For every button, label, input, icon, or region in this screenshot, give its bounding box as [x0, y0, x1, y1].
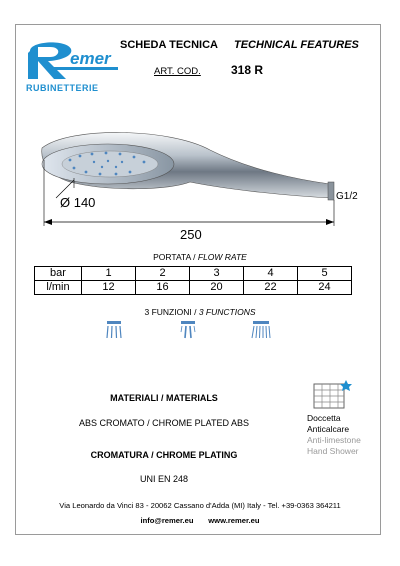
remer-logo — [26, 37, 118, 82]
title-italian: SCHEDA TECNICA — [120, 39, 218, 51]
table-cell: 12 — [82, 281, 136, 295]
badge-text — [307, 413, 377, 457]
functions-title: 3 FUNZIONI / 3 FUNCTIONS — [144, 307, 256, 317]
materials-value: ABS CROMATO / CHROME PLATED ABS — [78, 418, 250, 428]
table-cell: bar — [35, 267, 82, 281]
length-label: 250 — [180, 227, 202, 242]
table-cell: 4 — [244, 267, 298, 281]
table-cell: 5 — [298, 267, 352, 281]
table-row — [35, 267, 352, 281]
art-code-label: ART. COD. — [154, 66, 201, 77]
table-row — [35, 281, 352, 295]
brand-subtitle: RUBINETTERIE — [26, 83, 99, 93]
materials-heading: MATERIALI / MATERIALS — [110, 393, 218, 403]
footer-contacts — [0, 516, 400, 525]
badge-line: Hand Shower — [307, 446, 359, 456]
table-cell: 20 — [190, 281, 244, 295]
spray-combined-icon — [250, 320, 272, 340]
footer-email[interactable]: info@remer.eu — [140, 516, 194, 525]
spray-rain-icon — [104, 320, 124, 340]
flow-rate-table — [34, 266, 352, 295]
plating-heading: CROMATURA / CHROME PLATING — [90, 450, 238, 460]
anti-limestone-icon — [312, 378, 354, 410]
footer-address: Via Leonardo da Vinci 83 - 20062 Cassano d'Adda (MI) Italy - Tel. +39-0363 364211 — [59, 501, 341, 510]
art-code-value: 318 R — [231, 63, 264, 77]
footer-web[interactable]: www.remer.eu — [208, 516, 260, 525]
table-cell: 1 — [82, 267, 136, 281]
title-english: TECHNICAL FEATURES — [234, 39, 359, 51]
svg-text:emer: emer — [70, 49, 111, 68]
table-cell: l/min — [35, 281, 82, 295]
badge-line: Anti-limestone — [307, 435, 361, 445]
table-cell: 22 — [244, 281, 298, 295]
table-cell: 2 — [136, 267, 190, 281]
diameter-label: Ø 140 — [60, 195, 96, 210]
spray-massage-icon — [178, 320, 198, 340]
table-cell: 3 — [190, 267, 244, 281]
plating-standard: UNI EN 248 — [139, 474, 189, 484]
table-cell: 16 — [136, 281, 190, 295]
flow-rate-title: PORTATA / FLOW RATE — [153, 252, 247, 262]
hand-shower-drawing — [30, 120, 375, 240]
thread-label: G1/2 — [336, 191, 358, 202]
badge-line: Anticalcare — [307, 424, 350, 434]
badge-line: Doccetta — [307, 413, 341, 423]
table-cell: 24 — [298, 281, 352, 295]
